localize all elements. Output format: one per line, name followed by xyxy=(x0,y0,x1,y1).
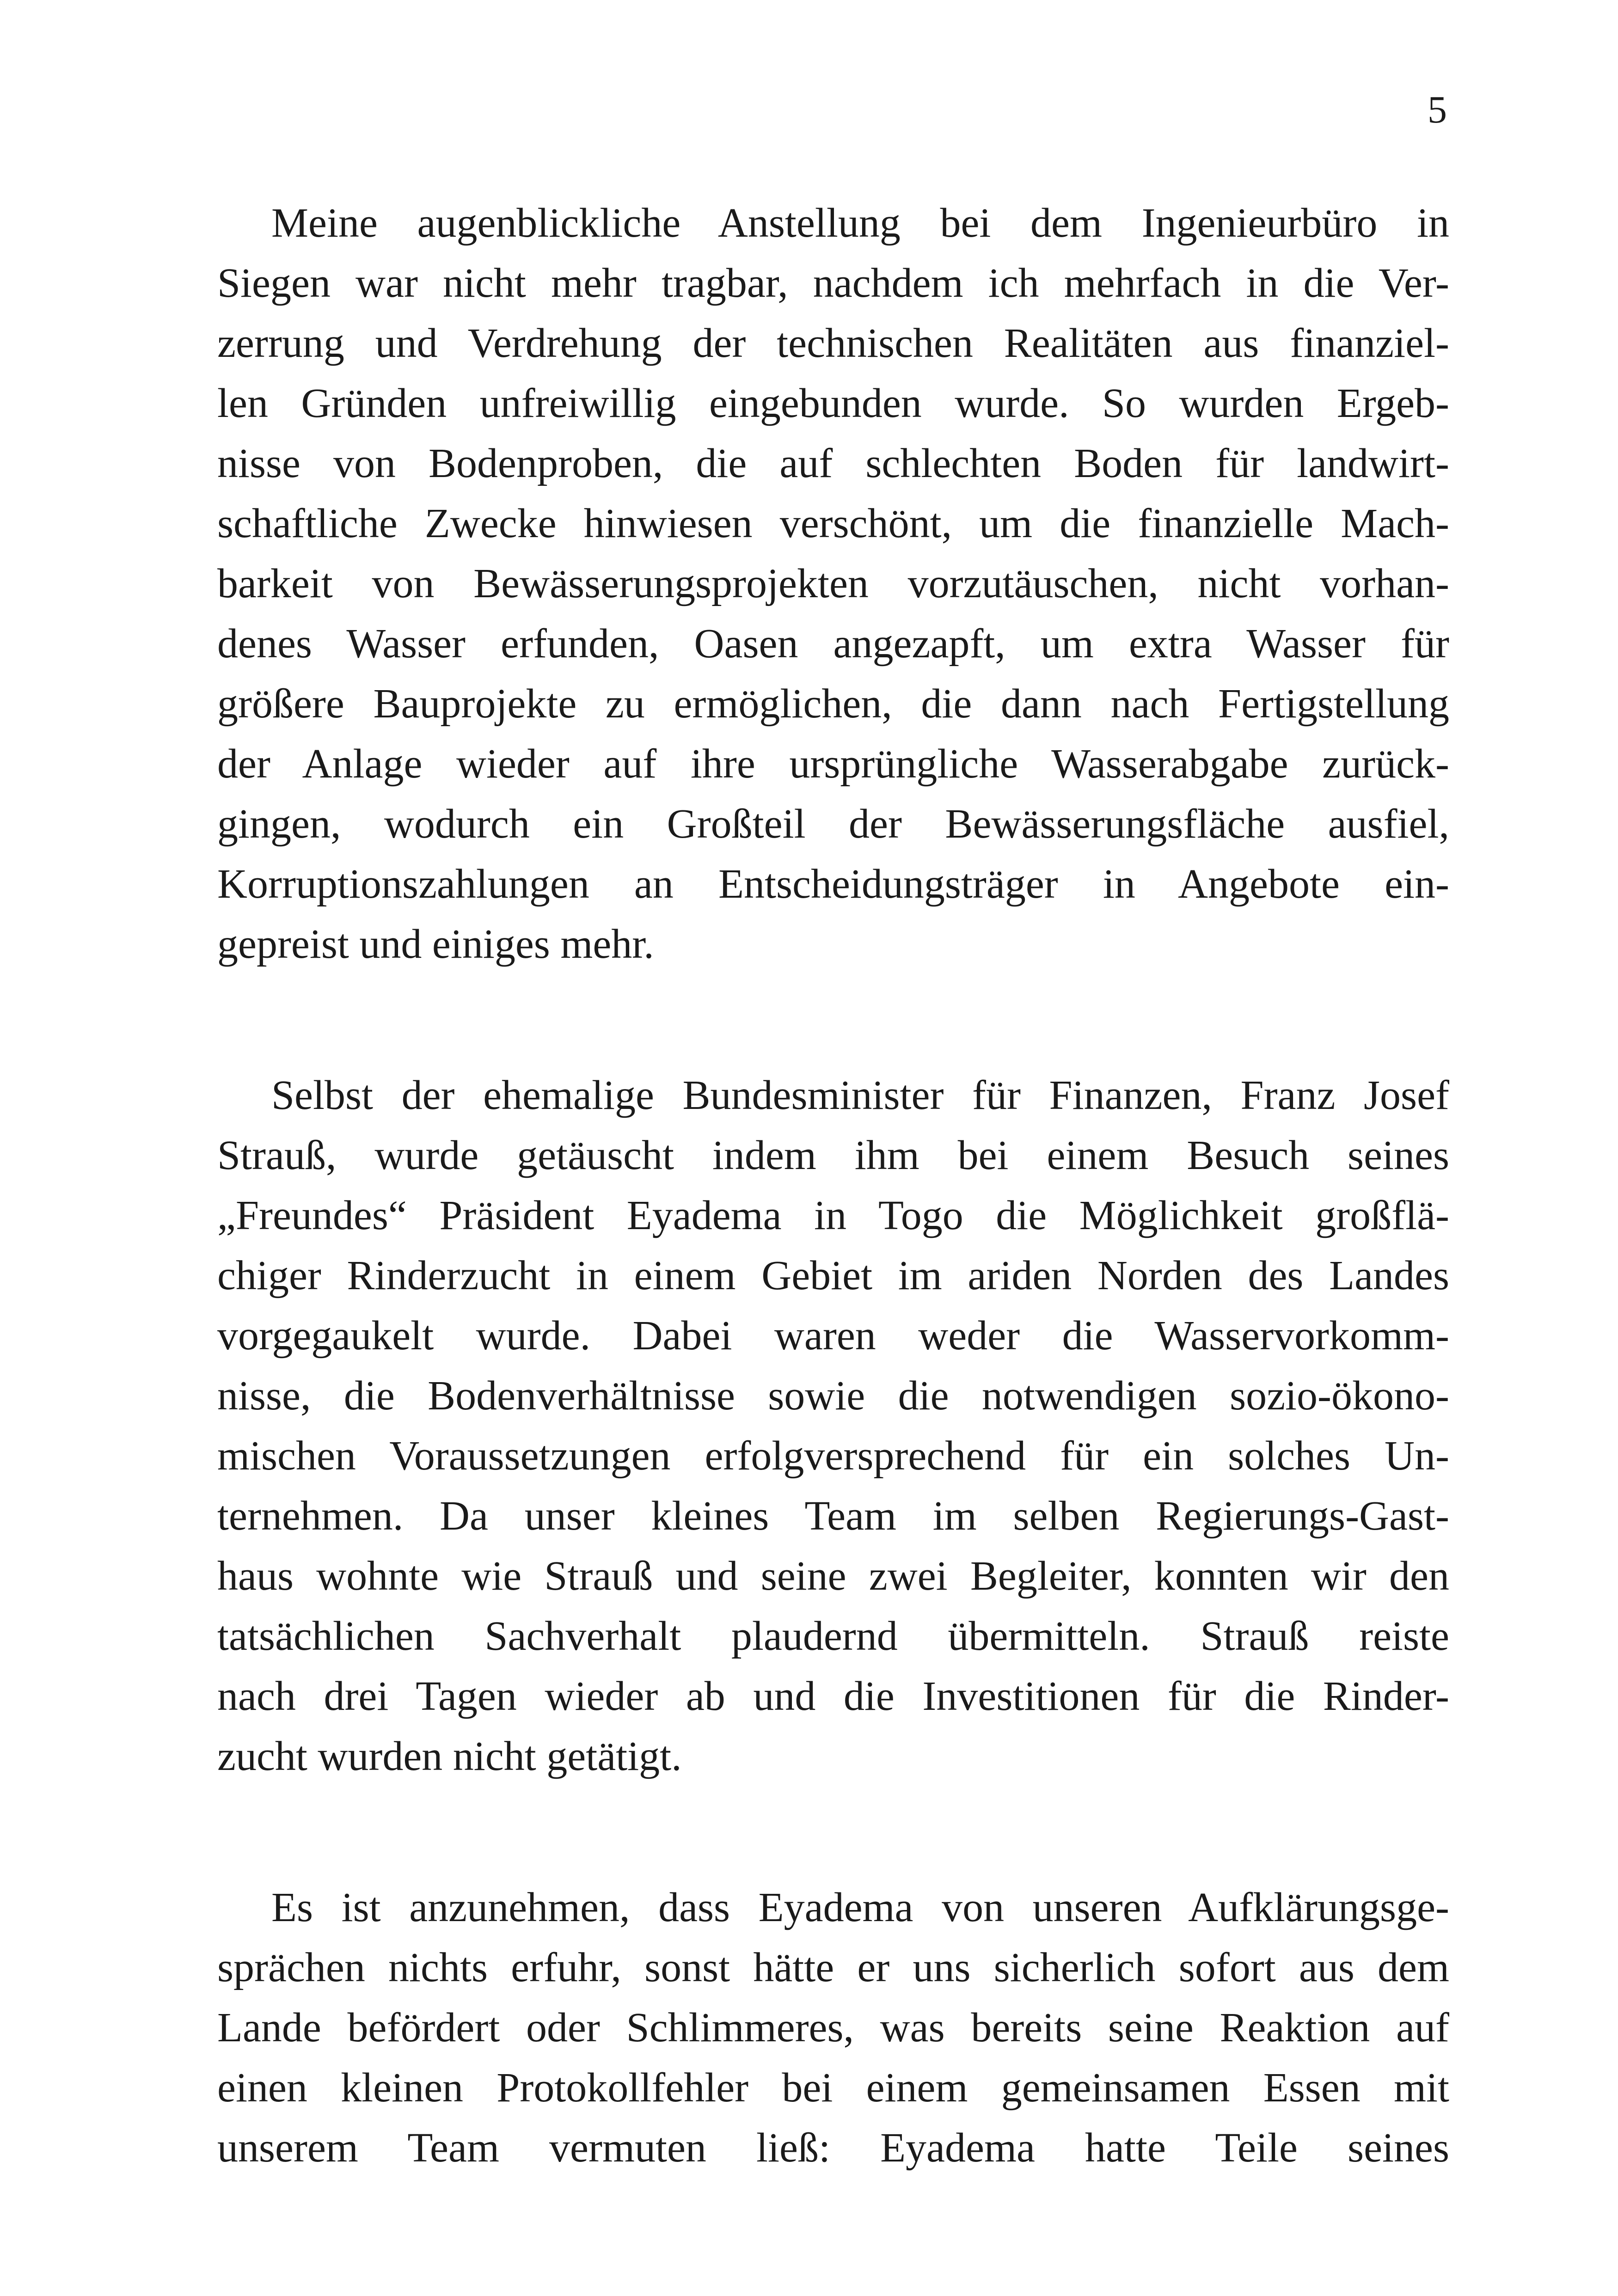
paragraph-3 xyxy=(217,1878,1449,2178)
text-line: „Freundes“ Präsident Eyadema in Togo die Möglichkeit großflä- xyxy=(217,1193,1449,1238)
text-line: tatsächlichen Sachverhalt plaudernd übermitteln. Strauß reiste xyxy=(217,1613,1449,1659)
body-text xyxy=(217,193,1449,2269)
text-line: haus wohnte wie Strauß und seine zwei Begleiter, konnten wir den xyxy=(217,1553,1449,1599)
text-line: vorgegaukelt wurde. Dabei waren weder die Wasservorkomm- xyxy=(217,1313,1449,1359)
text-line: Selbst der ehemalige Bundesminister für Finanzen, Franz Josef xyxy=(271,1072,1449,1118)
text-line: unserem Team vermuten ließ: Eyadema hatte Teile seines xyxy=(217,2125,1449,2171)
text-line: chiger Rinderzucht in einem Gebiet im ariden Norden des Landes xyxy=(217,1253,1449,1298)
text-line: nisse, die Bodenverhältnisse sowie die notwendigen sozio-ökono- xyxy=(217,1373,1449,1419)
text-line: der Anlage wieder auf ihre ursprüngliche Wasserabgabe zurück- xyxy=(217,741,1449,787)
text-line: nisse von Bodenproben, die auf schlechten Boden für landwirt- xyxy=(217,441,1449,486)
page-number: 5 xyxy=(1428,88,1447,131)
text-line: Es ist anzunehmen, dass Eyadema von unseren Aufklärungsge- xyxy=(271,1885,1449,1930)
text-line: Strauß, wurde getäuscht indem ihm bei einem Besuch seines xyxy=(217,1133,1449,1178)
paragraph-1 xyxy=(217,193,1449,974)
text-line: Meine augenblickliche Anstellung bei dem Ingenieurbüro in xyxy=(271,200,1449,246)
text-line: gepreist und einiges mehr. xyxy=(217,921,654,967)
text-line: schaftliche Zwecke hinwiesen verschönt, um die finanzielle Mach- xyxy=(217,501,1449,546)
text-line: größere Bauprojekte zu ermöglichen, die dann nach Fertigstellung xyxy=(217,681,1449,727)
text-line: ternehmen. Da unser kleines Team im selben Regierungs-Gast- xyxy=(217,1493,1449,1539)
text-line: Lande befördert oder Schlimmeres, was bereits seine Reaktion auf xyxy=(217,2005,1449,2051)
text-line: zucht wurden nicht getätigt. xyxy=(217,1733,682,1779)
text-line: einen kleinen Protokollfehler bei einem gemeinsamen Essen mit xyxy=(217,2065,1449,2111)
text-line: barkeit von Bewässerungsprojekten vorzutäuschen, nicht vorhan- xyxy=(217,561,1449,606)
text-line: Siegen war nicht mehr tragbar, nachdem ich mehrfach in die Ver- xyxy=(217,260,1449,306)
text-line: nach drei Tagen wieder ab und die Investitionen für die Rinder- xyxy=(217,1673,1449,1719)
text-line: mischen Voraussetzungen erfolgversprechend für ein solches Un- xyxy=(217,1433,1449,1479)
text-line: denes Wasser erfunden, Oasen angezapft, um extra Wasser für xyxy=(217,621,1449,667)
paragraph-2 xyxy=(217,1065,1449,1787)
text-line: gingen, wodurch ein Großteil der Bewässerungsfläche ausfiel, xyxy=(217,801,1449,847)
text-line: len Gründen unfreiwillig eingebunden wurde. So wurden Ergeb- xyxy=(217,380,1449,426)
text-line: zerrung und Verdrehung der technischen Realitäten aus finanziel- xyxy=(217,320,1449,366)
text-line: sprächen nichts erfuhr, sonst hätte er uns sicherlich sofort aus dem xyxy=(217,1945,1449,1990)
text-line: Korruptionszahlungen an Entscheidungsträger in Angebote ein- xyxy=(217,861,1449,907)
